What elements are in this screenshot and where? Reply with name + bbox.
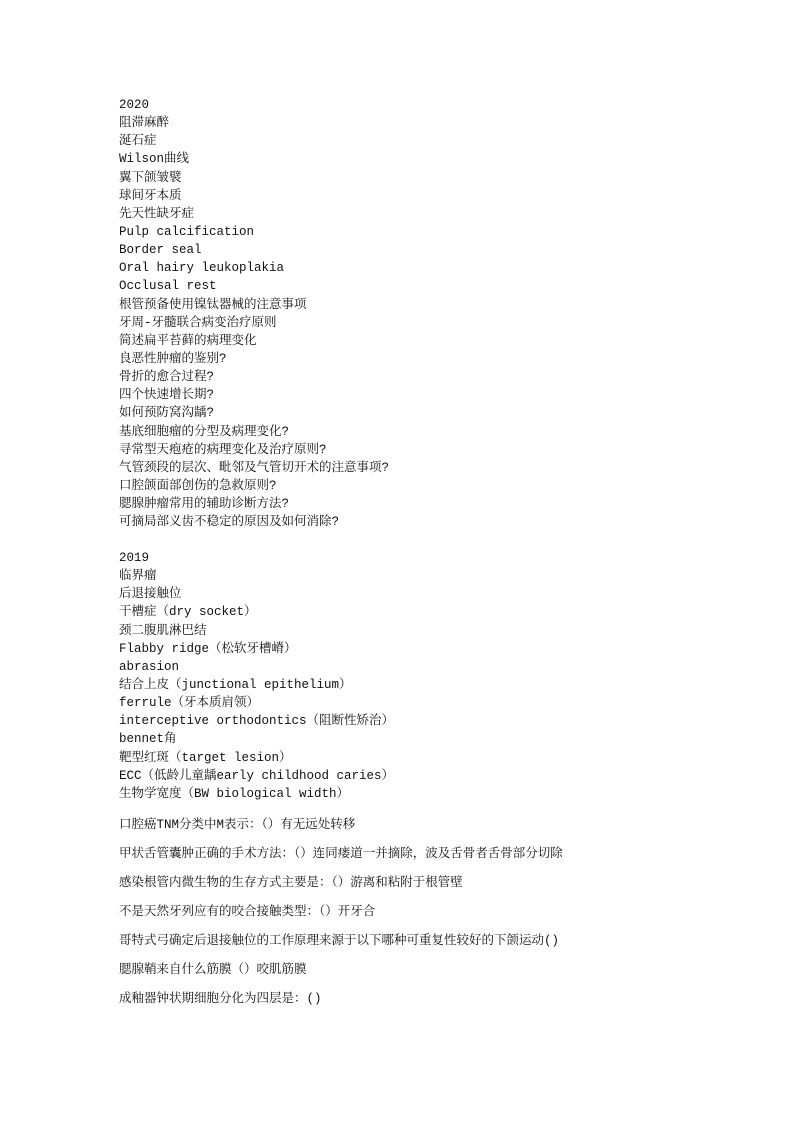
list-item: 后退接触位: [119, 587, 182, 602]
list-item: 干槽症（dry socket）: [119, 605, 257, 620]
list-item: 阻滞麻醉: [119, 116, 170, 131]
question-list: [119, 816, 563, 1019]
list-item: 颈二腹肌淋巴结: [119, 623, 207, 638]
list-item: 临界瘤: [119, 569, 157, 584]
section-2020: [119, 96, 389, 531]
list-item: 结合上皮（junctional epithelium）: [119, 677, 352, 692]
term-list-2020: [119, 114, 389, 531]
list-item: 气管颈段的层次、毗邻及气管切开术的注意事项?: [119, 460, 390, 475]
list-item: 寻常型天疱疮的病理变化及治疗原则?: [119, 442, 327, 457]
list-item: 球间牙本质: [119, 188, 182, 203]
list-item: Oral hairy leukoplakia: [119, 261, 285, 276]
year-heading: 2019: [119, 551, 150, 565]
question-item: 感染根管内微生物的生存方式主要是：（）游离和粘附于根管壁: [119, 876, 463, 890]
question-item: 腮腺鞘来自什么筋膜（）咬肌筋膜: [119, 963, 307, 977]
list-item: 如何预防窝沟龋?: [119, 406, 215, 421]
question-item: 成釉器钟状期细胞分化为四层是：(): [119, 992, 322, 1006]
list-item: 生物学宽度（BW biological width）: [119, 786, 350, 801]
list-item: ferrule（牙本质肩领）: [119, 696, 260, 711]
list-item: 口腔颌面部创伤的急救原则?: [119, 478, 277, 493]
list-item: 根管预备使用镍钛器械的注意事项: [119, 297, 307, 312]
list-item: ECC（低龄儿童龋early childhood caries）: [119, 768, 395, 783]
list-item: 牙周-牙髓联合病变治疗原则: [119, 315, 277, 330]
list-item: 简述扁平苔藓的病理变化: [119, 333, 257, 348]
question-item: 哥特式弓确定后退接触位的工作原理来源于以下哪种可重复性较好的下颌运动(): [119, 934, 560, 948]
list-item: interceptive orthodontics（阻断性矫治）: [119, 714, 395, 729]
list-item: 靶型红斑（target lesion）: [119, 750, 292, 765]
section-2019: [119, 549, 394, 803]
list-item: 腮腺肿瘤常用的辅助诊断方法?: [119, 497, 290, 512]
list-item: 可摘局部义齿不稳定的原因及如何消除?: [119, 515, 340, 530]
list-item: 良恶性肿瘤的鉴别?: [119, 351, 227, 366]
question-item: 甲状舌管囊肿正确的手术方法：（）连同瘘道一并摘除，波及舌骨者舌骨部分切除: [119, 847, 563, 861]
list-item: 翼下颌皱襞: [119, 170, 182, 185]
question-item: 不是天然牙列应有的咬合接触类型：（）开牙合: [119, 905, 376, 919]
list-item: 四个快速增长期?: [119, 388, 215, 403]
list-item: 先天性缺牙症: [119, 206, 195, 221]
year-heading: 2020: [119, 98, 150, 112]
list-item: Pulp calcification: [119, 224, 255, 239]
list-item: 基底细胞瘤的分型及病理变化?: [119, 424, 290, 439]
list-item: bennet角: [119, 732, 177, 747]
list-item: Wilson曲线: [119, 152, 190, 167]
list-item: Occlusal rest: [119, 279, 217, 294]
list-item: 涎石症: [119, 134, 157, 149]
list-item: abrasion: [119, 659, 180, 674]
term-list-2019: [119, 567, 394, 803]
list-item: Flabby ridge（松软牙槽嵴）: [119, 641, 297, 656]
question-item: 口腔癌TNM分类中M表示：（）有无远处转移: [119, 818, 356, 832]
list-item: Border seal: [119, 243, 202, 258]
list-item: 骨折的愈合过程?: [119, 370, 215, 385]
